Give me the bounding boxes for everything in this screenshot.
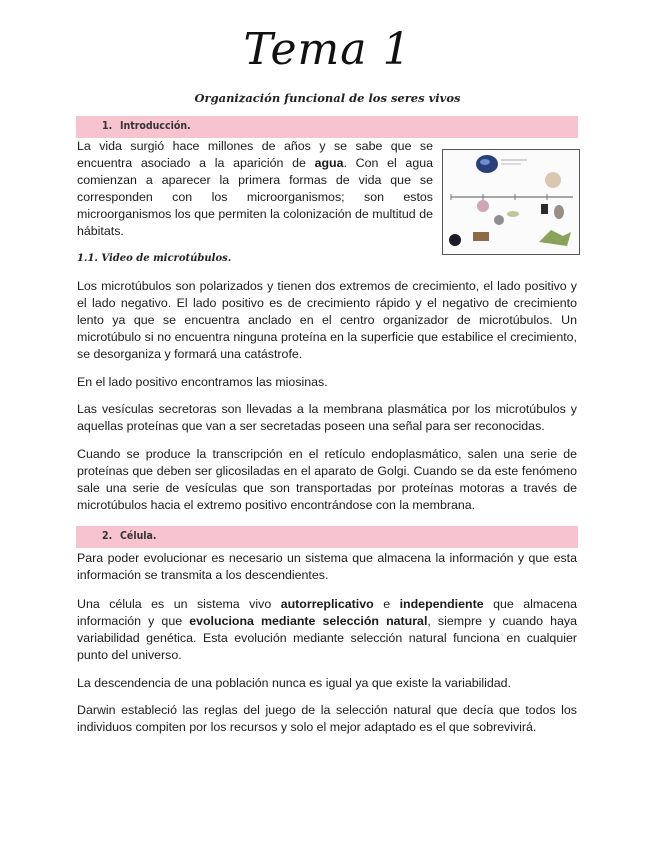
section-heading-introduccion	[76, 116, 578, 138]
section-label: Célula.	[120, 530, 157, 542]
fossil-icon	[473, 232, 489, 241]
cell-icon	[477, 200, 489, 212]
microtubulos-paragraph-4: Cuando se produce la transcripción en el retículo endoplasmático, salen una serie de proteínas que deben ser glicosiladas en el aparato de Golgi. Cuando se da este fenómeno sale una serie de vesículas que son transportadas por proteínas motoras a través de microtúbulos hacia el extremo positivo encontrándose con la membrana.	[77, 447, 577, 512]
celula-paragraph-2: Una célula es un sistema vivo autorreplicativo e independiente que almacena información y que evoluciona mediante selección natural, siempre y cuando haya variabilidad genética. Esta evolución mediante selección natural funciona en cualquier punto del universo.	[77, 597, 577, 662]
planet-icon	[449, 234, 461, 246]
celula-paragraph-3: La descendencia de una población nunca es igual ya que existe la variabilidad.	[77, 676, 511, 690]
section-number: 2.	[102, 530, 113, 542]
section-number: 1.	[102, 120, 113, 132]
page-title: Tema 1	[243, 24, 412, 75]
timeline-illustration	[443, 150, 579, 254]
microtubulos-paragraph-2: En el lado positivo encontramos las miosinas.	[77, 375, 328, 389]
microtubulos-paragraph-1: Los microtúbulos son polarizados y tienen dos extremos de crecimiento, el lado positivo y el lado negativo. El lado positivo es de crecimiento rápido y el negativo de crecimiento lento ya que se encuentra anclado en el centro organizador de microtúbulos. Un microtúbulo si no encuentra ninguna proteína en la superficie que estabilice el crecimiento, se desorganiza y formará una catástrofe.	[77, 279, 577, 361]
penguin-icon	[541, 204, 548, 214]
evolution-timeline-figure	[442, 149, 580, 255]
section-heading-celula	[76, 526, 578, 548]
section-label: Introducción.	[120, 120, 191, 132]
celula-paragraph-4: Darwin estableció las reglas del juego de la selección natural que decía que todos los individuos compiten por los recursos y solo el mejor adaptado es el que sobrevivirá.	[77, 703, 577, 734]
page-subtitle: Organización funcional de los seres vivos	[194, 91, 461, 105]
subsection-title: 1.1. Video de microtúbulos.	[77, 253, 232, 264]
celula-paragraph-1: Para poder evolucionar es necesario un sistema que almacena la información y que esta información se transmita a los descendientes.	[77, 551, 577, 582]
intro-paragraph: La vida surgió hace millones de años y se sabe que se encuentra asociado a la aparición de agua. Con el agua comienzan a aparecer la primera formas de vida que se corresponden con los microorganismos; son estos microorganismos los que permiten la colonización de multitud de hábitats.	[77, 139, 433, 238]
skull-icon	[545, 172, 561, 188]
microtubulos-paragraph-3: Las vesículas secretoras son llevadas a la membrana plasmática por los microtúbulos y aquellas proteínas que van a ser secretadas poseen una señal para ser reconocidas.	[77, 402, 577, 433]
